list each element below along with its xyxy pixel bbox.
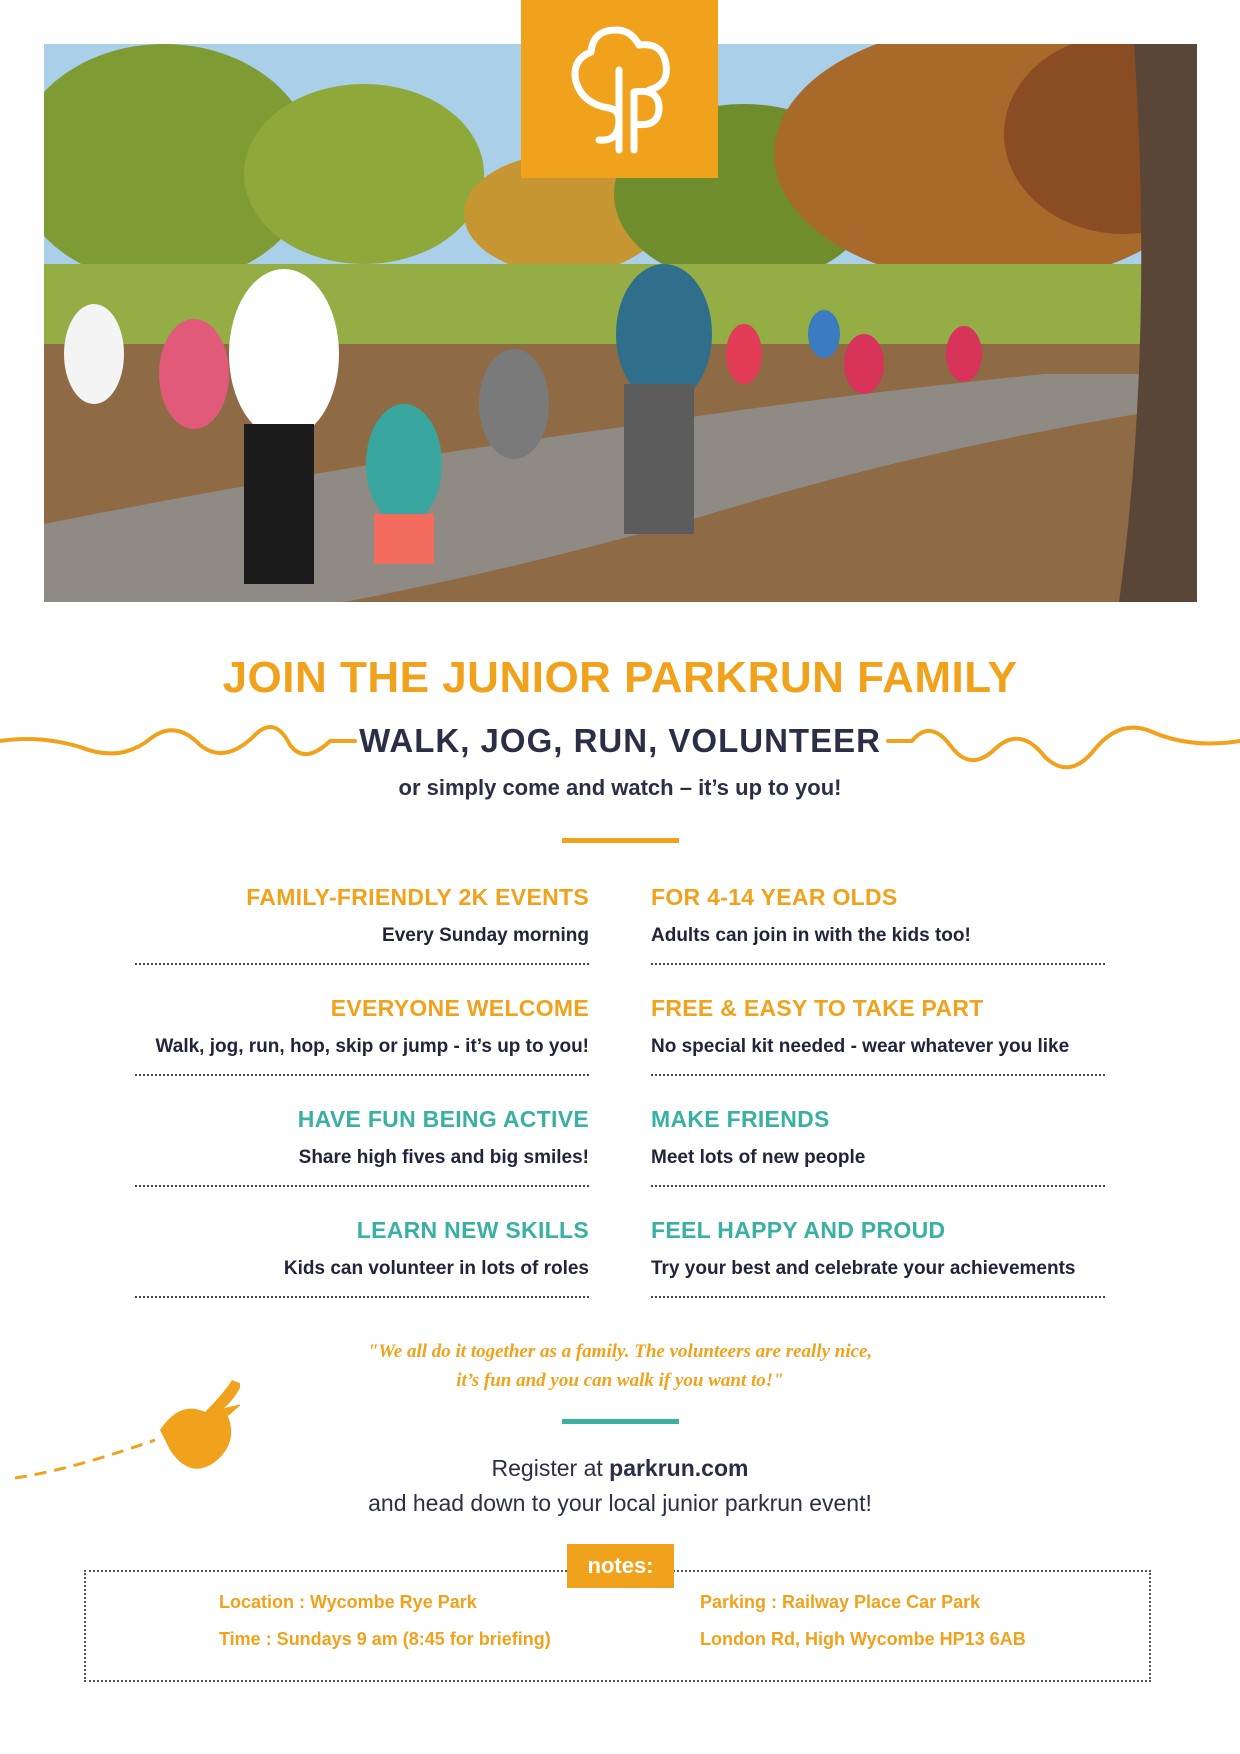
feature-title: FAMILY-FRIENDLY 2K EVENTS	[246, 884, 589, 910]
feature-desc: Adults can join in with the kids too!	[651, 925, 971, 946]
quote-line-2: it’s fun and you can walk if you want to!"	[456, 1370, 784, 1391]
dotted-divider	[135, 1296, 589, 1298]
feature-desc: Try your best and celebrate your achievements	[651, 1258, 1076, 1279]
dotted-divider	[651, 963, 1105, 965]
feature-desc: Every Sunday morning	[382, 925, 589, 946]
feature-desc: Meet lots of new people	[651, 1147, 866, 1168]
dotted-divider	[651, 1185, 1105, 1187]
dotted-divider	[651, 1074, 1105, 1076]
register-line-2: and head down to your local junior parkrun event!	[368, 1490, 872, 1516]
feature-item	[651, 995, 1105, 1076]
feature-title: FOR 4-14 YEAR OLDS	[651, 884, 898, 910]
feature-desc: Kids can volunteer in lots of roles	[283, 1258, 589, 1279]
parkrun-link[interactable]: parkrun.com	[609, 1455, 749, 1481]
parkrun-logo	[521, 0, 718, 178]
note-address: London Rd, High Wycombe HP13 6AB	[700, 1629, 1026, 1649]
feature-desc: Walk, jog, run, hop, skip or jump - it’s up to you!	[155, 1036, 589, 1057]
feature-desc: No special kit needed - wear whatever you like	[651, 1036, 1070, 1057]
note-parking: Parking : Railway Place Car Park	[700, 1592, 981, 1612]
dotted-divider	[135, 963, 589, 965]
notes-label: notes:	[567, 1544, 674, 1588]
feature-item	[135, 995, 589, 1076]
feature-title: MAKE FRIENDS	[651, 1106, 830, 1132]
parkrun-tree-jp-logo-icon	[521, 0, 718, 178]
feature-title: FREE & EASY TO TAKE PART	[651, 995, 984, 1021]
quote-line-1: "We all do it together as a family. The volunteers are really nice,	[367, 1341, 873, 1362]
feature-item	[135, 884, 589, 965]
feature-item	[135, 1106, 589, 1187]
register-text	[0, 1451, 1240, 1521]
note-location: Location : Wycombe Rye Park	[219, 1592, 477, 1612]
feature-item	[651, 884, 1105, 965]
dotted-divider	[135, 1074, 589, 1076]
feature-title: LEARN NEW SKILLS	[356, 1217, 589, 1243]
feature-title: EVERYONE WELCOME	[330, 995, 589, 1021]
dotted-divider	[651, 1296, 1105, 1298]
feature-item	[135, 1217, 589, 1298]
feature-title: HAVE FUN BEING ACTIVE	[297, 1106, 589, 1132]
feature-item	[651, 1217, 1105, 1298]
note-time: Time : Sundays 9 am (8:45 for briefing)	[219, 1629, 551, 1649]
subheading: WALK, JOG, RUN, VOLUNTEER	[359, 722, 881, 759]
register-prefix: Register at	[491, 1455, 610, 1481]
headline: JOIN THE JUNIOR PARKRUN FAMILY	[222, 653, 1018, 702]
tagline: or simply come and watch – it’s up to you!	[398, 775, 842, 800]
divider-teal	[562, 1419, 679, 1424]
feature-item	[651, 1106, 1105, 1187]
divider-orange	[562, 838, 679, 843]
feature-desc: Share high fives and big smiles!	[298, 1147, 589, 1168]
dotted-divider	[135, 1185, 589, 1187]
feature-title: FEEL HAPPY AND PROUD	[651, 1217, 946, 1243]
